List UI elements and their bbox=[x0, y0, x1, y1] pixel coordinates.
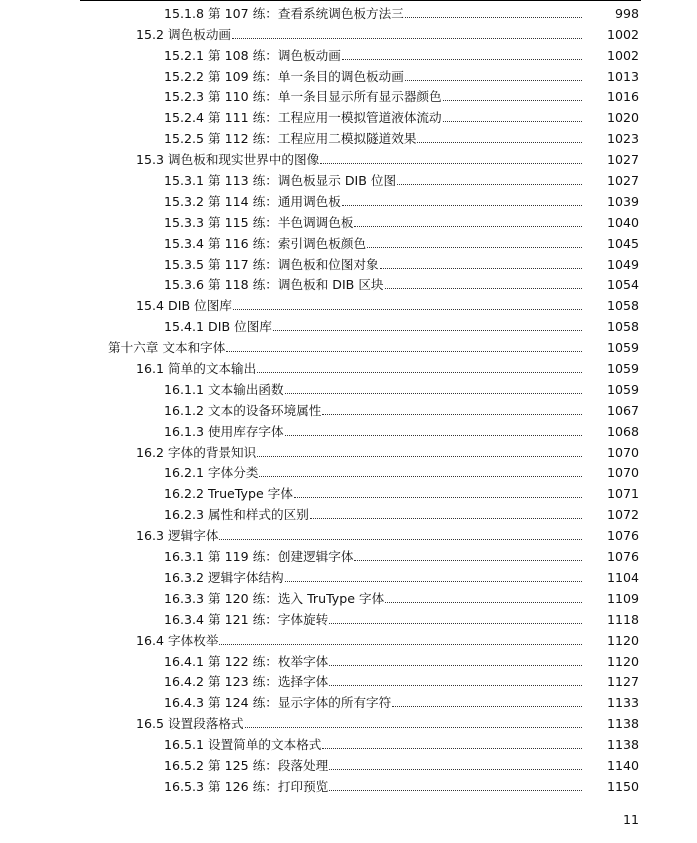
toc-entry[interactable] bbox=[0, 86, 697, 107]
toc-entry-page: 1045 bbox=[606, 235, 639, 251]
toc-entry-page: 1104 bbox=[606, 569, 639, 585]
toc-entry[interactable] bbox=[0, 691, 697, 712]
toc-entry-page: 1133 bbox=[606, 695, 639, 711]
toc-entry[interactable] bbox=[0, 650, 697, 671]
toc-entry[interactable] bbox=[0, 671, 697, 692]
toc-entry[interactable] bbox=[0, 2, 697, 23]
toc-entry-title: 16.3.2 逻辑字体结构 bbox=[164, 569, 284, 585]
dot-leader bbox=[285, 435, 582, 436]
toc-entry-page: 1059 bbox=[606, 340, 639, 356]
toc-entry-title: 16.4 字体枚举 bbox=[136, 632, 219, 648]
toc-entry[interactable] bbox=[0, 190, 697, 211]
toc-entry-title: 16.5 设置段落格式 bbox=[136, 716, 244, 732]
dot-leader bbox=[329, 665, 582, 666]
toc-entry-title: 16.3.4 第 121 练：字体旋转 bbox=[164, 611, 329, 627]
dot-leader bbox=[257, 456, 582, 457]
dot-leader bbox=[342, 205, 582, 206]
toc-entry[interactable] bbox=[0, 253, 697, 274]
toc-entry[interactable] bbox=[0, 775, 697, 796]
toc-entry-title: 16.5.2 第 125 练：段落处理 bbox=[164, 757, 329, 773]
dot-leader bbox=[329, 685, 582, 686]
toc-entry-page: 1023 bbox=[606, 131, 639, 147]
toc-entry-page: 1120 bbox=[606, 632, 639, 648]
toc-entry-page: 1027 bbox=[606, 173, 639, 189]
toc-entry-title: 15.2.4 第 111 练：工程应用一模拟管道液体流动 bbox=[164, 110, 442, 126]
toc-entry-title: 16.4.1 第 122 练：枚举字体 bbox=[164, 653, 329, 669]
dot-leader bbox=[380, 268, 582, 269]
table-of-contents bbox=[0, 2, 697, 796]
toc-entry-title: 16.3.3 第 120 练：选入 TruType 字体 bbox=[164, 590, 385, 606]
toc-entry[interactable] bbox=[0, 315, 697, 336]
dot-leader bbox=[285, 581, 582, 582]
toc-entry-page: 1150 bbox=[606, 778, 639, 794]
toc-entry-page: 1140 bbox=[606, 757, 639, 773]
dot-leader bbox=[259, 476, 582, 477]
toc-entry[interactable] bbox=[0, 169, 697, 190]
toc-entry-title: 15.2.3 第 110 练：单一条目显示所有显示器颜色 bbox=[164, 89, 442, 105]
toc-entry[interactable] bbox=[0, 399, 697, 420]
toc-entry-title: 16.1.2 文本的设备环境属性 bbox=[164, 402, 322, 418]
toc-entry-page: 1070 bbox=[606, 465, 639, 481]
toc-entry-page: 1002 bbox=[606, 26, 639, 42]
toc-entry-title: 16.2 字体的背景知识 bbox=[136, 444, 257, 460]
toc-entry-page: 1118 bbox=[606, 611, 639, 627]
toc-entry[interactable] bbox=[0, 545, 697, 566]
toc-entry-page: 1067 bbox=[606, 402, 639, 418]
toc-entry[interactable] bbox=[0, 44, 697, 65]
toc-entry-page: 1002 bbox=[606, 47, 639, 63]
toc-entry[interactable] bbox=[0, 587, 697, 608]
toc-entry[interactable] bbox=[0, 754, 697, 775]
toc-entry[interactable] bbox=[0, 232, 697, 253]
toc-entry[interactable] bbox=[0, 441, 697, 462]
dot-leader bbox=[354, 560, 582, 561]
header-rule bbox=[80, 0, 641, 1]
toc-entry-title: 15.4 DIB 位图库 bbox=[136, 298, 232, 314]
toc-entry-title: 15.2.5 第 112 练：工程应用二模拟隧道效果 bbox=[164, 131, 417, 147]
dot-leader bbox=[443, 100, 582, 101]
toc-entry-page: 1120 bbox=[606, 653, 639, 669]
dot-leader bbox=[285, 393, 582, 394]
toc-entry[interactable] bbox=[0, 211, 697, 232]
toc-entry-page: 1109 bbox=[606, 590, 639, 606]
toc-entry-title: 16.4.2 第 123 练：选择字体 bbox=[164, 674, 329, 690]
page-number: 11 bbox=[622, 812, 639, 827]
toc-entry[interactable] bbox=[0, 357, 697, 378]
dot-leader bbox=[342, 59, 582, 60]
dot-leader bbox=[233, 309, 582, 310]
toc-entry[interactable] bbox=[0, 65, 697, 86]
toc-entry-title: 16.5.3 第 126 练：打印预览 bbox=[164, 778, 329, 794]
toc-entry-page: 1040 bbox=[606, 214, 639, 230]
toc-entry-page: 1071 bbox=[606, 486, 639, 502]
toc-entry-title: 15.3.6 第 118 练：调色板和 DIB 区块 bbox=[164, 277, 384, 293]
dot-leader bbox=[273, 330, 582, 331]
toc-entry-title: 15.2.1 第 108 练：调色板动画 bbox=[164, 47, 341, 63]
dot-leader bbox=[329, 790, 582, 791]
dot-leader bbox=[385, 288, 582, 289]
dot-leader bbox=[257, 372, 582, 373]
toc-entry-title: 15.2.2 第 109 练：单一条目的调色板动画 bbox=[164, 68, 404, 84]
toc-entry-title: 15.1.8 第 107 练：查看系统调色板方法三 bbox=[164, 5, 404, 21]
toc-entry-title: 15.3.1 第 113 练：调色板显示 DIB 位图 bbox=[164, 173, 397, 189]
dot-leader bbox=[329, 623, 582, 624]
toc-entry-title: 15.4.1 DIB 位图库 bbox=[164, 319, 272, 335]
toc-entry[interactable] bbox=[0, 336, 697, 357]
toc-entry-page: 1039 bbox=[606, 193, 639, 209]
dot-leader bbox=[417, 142, 582, 143]
dot-leader bbox=[245, 727, 582, 728]
dot-leader bbox=[232, 38, 582, 39]
toc-entry[interactable] bbox=[0, 629, 697, 650]
toc-entry-page: 1054 bbox=[606, 277, 639, 293]
toc-entry-title: 16.1.1 文本输出函数 bbox=[164, 381, 284, 397]
toc-entry-page: 1058 bbox=[606, 298, 639, 314]
dot-leader bbox=[322, 748, 582, 749]
toc-entry-title: 16.2.3 属性和样式的区别 bbox=[164, 507, 309, 523]
dot-leader bbox=[443, 121, 582, 122]
dot-leader bbox=[405, 80, 582, 81]
toc-entry-page: 1049 bbox=[606, 256, 639, 272]
toc-entry-page: 1020 bbox=[606, 110, 639, 126]
toc-entry-title: 16.3 逻辑字体 bbox=[136, 528, 219, 544]
toc-entry[interactable] bbox=[0, 294, 697, 315]
dot-leader bbox=[392, 706, 582, 707]
toc-entry-title: 16.4.3 第 124 练：显示字体的所有字符 bbox=[164, 695, 392, 711]
toc-entry[interactable] bbox=[0, 566, 697, 587]
toc-entry[interactable] bbox=[0, 608, 697, 629]
toc-entry-page: 1076 bbox=[606, 528, 639, 544]
toc-entry-title: 16.1.3 使用库存字体 bbox=[164, 423, 284, 439]
toc-entry-page: 1027 bbox=[606, 152, 639, 168]
toc-entry-title: 16.5.1 设置简单的文本格式 bbox=[164, 737, 322, 753]
toc-entry-page: 1013 bbox=[606, 68, 639, 84]
toc-entry[interactable] bbox=[0, 378, 697, 399]
dot-leader bbox=[354, 226, 582, 227]
toc-entry-page: 1059 bbox=[606, 381, 639, 397]
toc-entry-title: 15.3.4 第 116 练：索引调色板颜色 bbox=[164, 235, 367, 251]
toc-entry-title: 16.2.1 字体分类 bbox=[164, 465, 259, 481]
dot-leader bbox=[320, 163, 582, 164]
dot-leader bbox=[405, 17, 582, 18]
toc-entry-page: 1072 bbox=[606, 507, 639, 523]
dot-leader bbox=[397, 184, 582, 185]
toc-entry-title: 第十六章 文本和字体 bbox=[108, 340, 226, 356]
toc-entry-page: 1058 bbox=[606, 319, 639, 335]
toc-entry[interactable] bbox=[0, 482, 697, 503]
toc-entry[interactable] bbox=[0, 274, 697, 295]
toc-entry[interactable] bbox=[0, 127, 697, 148]
dot-leader bbox=[310, 518, 582, 519]
toc-entry[interactable] bbox=[0, 462, 697, 483]
toc-entry-page: 1059 bbox=[606, 361, 639, 377]
toc-entry-title: 16.1 简单的文本输出 bbox=[136, 361, 257, 377]
dot-leader bbox=[219, 539, 582, 540]
toc-entry[interactable] bbox=[0, 106, 697, 127]
toc-entry[interactable] bbox=[0, 524, 697, 545]
toc-entry-title: 15.3.3 第 115 练：半色调调色板 bbox=[164, 214, 354, 230]
dot-leader bbox=[226, 351, 582, 352]
toc-entry-title: 15.3.5 第 117 练：调色板和位图对象 bbox=[164, 256, 379, 272]
toc-entry[interactable] bbox=[0, 148, 697, 169]
toc-entry-title: 15.3 调色板和现实世界中的图像 bbox=[136, 152, 320, 168]
toc-entry-page: 1138 bbox=[606, 716, 639, 732]
toc-entry-page: 1076 bbox=[606, 549, 639, 565]
toc-entry-page: 1068 bbox=[606, 423, 639, 439]
toc-entry[interactable] bbox=[0, 503, 697, 524]
toc-entry-page: 1016 bbox=[606, 89, 639, 105]
dot-leader bbox=[329, 769, 582, 770]
toc-entry-page: 1070 bbox=[606, 444, 639, 460]
dot-leader bbox=[294, 497, 582, 498]
toc-entry-page: 998 bbox=[614, 5, 639, 21]
dot-leader bbox=[385, 602, 582, 603]
toc-entry[interactable] bbox=[0, 23, 697, 44]
dot-leader bbox=[367, 247, 582, 248]
toc-entry-title: 15.2 调色板动画 bbox=[136, 26, 232, 42]
toc-entry-title: 16.2.2 TrueType 字体 bbox=[164, 486, 293, 502]
toc-entry[interactable] bbox=[0, 733, 697, 754]
toc-entry-page: 1138 bbox=[606, 737, 639, 753]
toc-entry-title: 15.3.2 第 114 练：通用调色板 bbox=[164, 193, 341, 209]
dot-leader bbox=[219, 644, 582, 645]
dot-leader bbox=[322, 414, 582, 415]
toc-entry-title: 16.3.1 第 119 练：创建逻辑字体 bbox=[164, 549, 354, 565]
toc-entry-page: 1127 bbox=[606, 674, 639, 690]
toc-entry[interactable] bbox=[0, 712, 697, 733]
toc-entry[interactable] bbox=[0, 420, 697, 441]
